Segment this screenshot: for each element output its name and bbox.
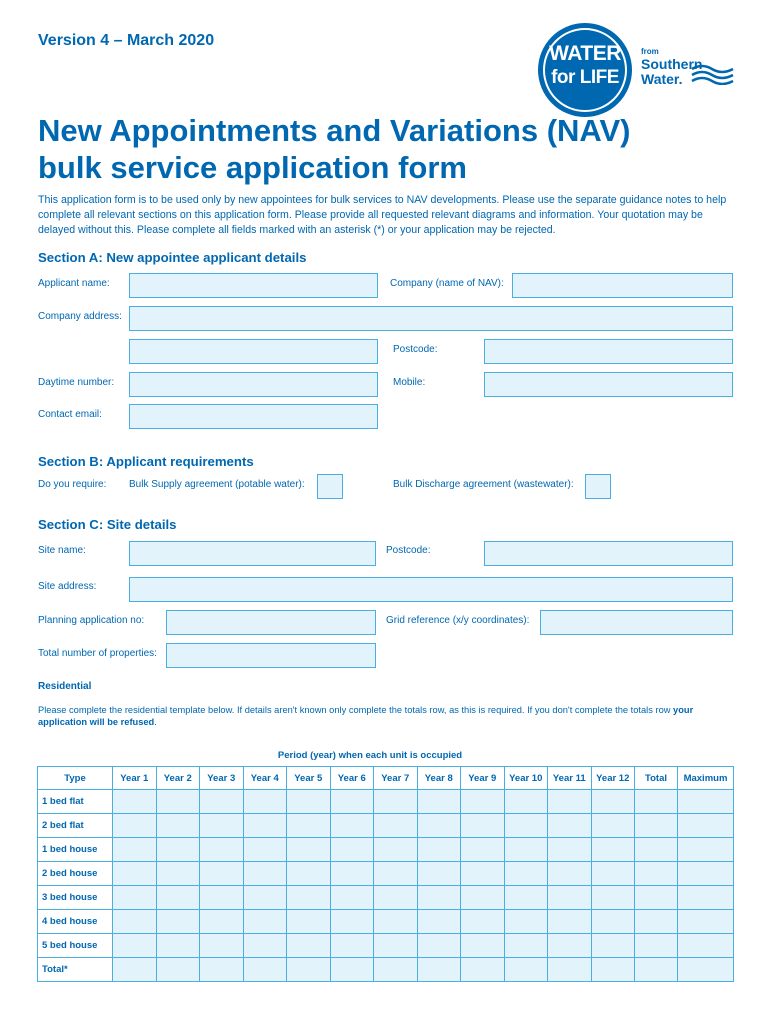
table-input-cell[interactable] — [156, 790, 200, 814]
from-label: from — [641, 47, 659, 56]
table-input-cell[interactable] — [200, 958, 244, 982]
site-address-field[interactable] — [129, 577, 733, 602]
table-input-cell[interactable] — [504, 790, 548, 814]
table-input-cell[interactable] — [548, 838, 592, 862]
table-input-cell[interactable] — [461, 838, 505, 862]
table-input-cell[interactable] — [678, 790, 734, 814]
table-input-cell[interactable] — [635, 814, 678, 838]
column-header: Year 10 — [504, 767, 548, 790]
total-properties-field[interactable] — [166, 643, 376, 668]
site-postcode-label: Postcode: — [386, 545, 431, 556]
table-input-cell[interactable] — [417, 814, 461, 838]
table-row — [38, 934, 734, 958]
row-type-label: 2 bed flat — [38, 814, 113, 838]
table-input-cell[interactable] — [591, 790, 635, 814]
table-input-cell[interactable] — [417, 886, 461, 910]
table-input-cell[interactable] — [330, 814, 374, 838]
table-input-cell[interactable] — [374, 934, 418, 958]
planning-no-field[interactable] — [166, 610, 376, 635]
table-input-cell[interactable] — [156, 838, 200, 862]
grid-reference-field[interactable] — [540, 610, 733, 635]
table-input-cell[interactable] — [548, 862, 592, 886]
table-input-cell[interactable] — [330, 910, 374, 934]
table-input-cell[interactable] — [504, 862, 548, 886]
column-header: Year 9 — [461, 767, 505, 790]
column-header: Year 8 — [417, 767, 461, 790]
table-input-cell[interactable] — [635, 862, 678, 886]
table-input-cell[interactable] — [678, 814, 734, 838]
table-input-cell[interactable] — [678, 934, 734, 958]
table-input-cell[interactable] — [374, 958, 418, 982]
column-header: Year 6 — [330, 767, 374, 790]
table-header-row — [38, 767, 734, 790]
bulk-discharge-label: Bulk Discharge agreement (wastewater): — [393, 479, 574, 490]
table-input-cell[interactable] — [113, 934, 157, 958]
table-input-cell[interactable] — [461, 886, 505, 910]
table-input-cell[interactable] — [330, 790, 374, 814]
site-address-label: Site address: — [38, 581, 97, 592]
table-input-cell[interactable] — [635, 910, 678, 934]
table-input-cell[interactable] — [591, 934, 635, 958]
intro-text: This application form is to be used only by new appointees for bulk services to NAV developments. Please use the separate guidance notes to help complete all relevant sections on this application form. Please provide all requested relevant diagrams and information. Your quotation may be delayed without this. Please complete all fields marked with an asterisk (*) or your application may be rejected. — [38, 194, 727, 236]
bulk-supply-label: Bulk Supply agreement (potable water): — [129, 479, 305, 490]
section-b-heading: Section B: Applicant requirements — [38, 454, 254, 469]
page-title — [38, 112, 631, 186]
table-input-cell[interactable] — [504, 838, 548, 862]
table-input-cell[interactable] — [461, 958, 505, 982]
table-input-cell[interactable] — [461, 862, 505, 886]
period-heading: Period (year) when each unit is occupied — [277, 750, 463, 761]
table-row — [38, 958, 734, 982]
column-header: Year 7 — [374, 767, 418, 790]
table-input-cell[interactable] — [243, 790, 287, 814]
table-input-cell[interactable] — [591, 814, 635, 838]
table-input-cell[interactable] — [678, 886, 734, 910]
table-input-cell[interactable] — [678, 910, 734, 934]
company-postcode-field[interactable] — [484, 339, 733, 364]
brand-line-1: Southern — [641, 56, 703, 72]
contact-email-label: Contact email: — [38, 409, 102, 420]
table-input-cell[interactable] — [635, 886, 678, 910]
table-input-cell[interactable] — [287, 910, 331, 934]
table-input-cell[interactable] — [287, 934, 331, 958]
residential-note-text: Please complete the residential template below. If details aren't known only complete the totals row, as this is required. If you don't complete the totals row — [38, 705, 674, 715]
company-name-field[interactable] — [512, 273, 733, 298]
table-input-cell[interactable] — [243, 910, 287, 934]
table-input-cell[interactable] — [591, 838, 635, 862]
table-input-cell[interactable] — [461, 910, 505, 934]
table-row — [38, 838, 734, 862]
table-input-cell[interactable] — [417, 838, 461, 862]
residential-heading: Residential — [38, 681, 92, 692]
daytime-number-label: Daytime number: — [38, 377, 115, 388]
table-input-cell[interactable] — [504, 910, 548, 934]
site-name-label: Site name: — [38, 545, 86, 556]
column-header: Year 4 — [243, 767, 287, 790]
table-input-cell[interactable] — [113, 814, 157, 838]
table-input-cell[interactable] — [417, 910, 461, 934]
table-input-cell[interactable] — [461, 934, 505, 958]
column-header: Year 11 — [548, 767, 592, 790]
table-input-cell[interactable] — [548, 934, 592, 958]
residential-note-bold: your application will be refused — [38, 705, 694, 727]
applicant-name-field[interactable] — [129, 273, 378, 298]
table-input-cell[interactable] — [678, 958, 734, 982]
section-c-heading: Section C: Site details — [38, 517, 177, 532]
table-input-cell[interactable] — [417, 934, 461, 958]
table-input-cell[interactable] — [374, 910, 418, 934]
table-input-cell[interactable] — [504, 958, 548, 982]
grid-reference-label: Grid reference (x/y coordinates): — [386, 615, 530, 626]
company-address-label: Company address: — [38, 311, 122, 322]
column-header: Year 2 — [156, 767, 200, 790]
table-input-cell[interactable] — [330, 934, 374, 958]
table-input-cell[interactable] — [548, 814, 592, 838]
table-input-cell[interactable] — [287, 790, 331, 814]
table-input-cell[interactable] — [113, 910, 157, 934]
company-address-line-2-field[interactable] — [129, 339, 378, 364]
table-input-cell[interactable] — [113, 862, 157, 886]
contact-email-field[interactable] — [129, 404, 378, 429]
table-row — [38, 886, 734, 910]
table-input-cell[interactable] — [287, 862, 331, 886]
table-input-cell[interactable] — [113, 838, 157, 862]
table-input-cell[interactable] — [243, 862, 287, 886]
row-type-label: Total* — [38, 958, 113, 982]
row-type-label: 1 bed house — [38, 838, 113, 862]
table-input-cell[interactable] — [504, 814, 548, 838]
column-header: Total — [635, 767, 678, 790]
table-row — [38, 790, 734, 814]
logo-line-2: for LIFE — [551, 67, 619, 88]
column-header: Year 3 — [200, 767, 244, 790]
company-name-label: Company (name of NAV): — [390, 278, 504, 289]
brand-line-2: Water. — [641, 71, 683, 87]
row-type-label: 2 bed house — [38, 862, 113, 886]
table-input-cell[interactable] — [635, 958, 678, 982]
table-input-cell[interactable] — [156, 910, 200, 934]
table-input-cell[interactable] — [113, 958, 157, 982]
section-a-heading: Section A: New appointee applicant details — [38, 250, 307, 265]
table-input-cell[interactable] — [156, 814, 200, 838]
applicant-name-label: Applicant name: — [38, 278, 110, 289]
column-header: Year 5 — [287, 767, 331, 790]
table-input-cell[interactable] — [548, 790, 592, 814]
column-header: Year 1 — [113, 767, 157, 790]
table-input-cell[interactable] — [287, 838, 331, 862]
table-input-cell[interactable] — [591, 886, 635, 910]
table-input-cell[interactable] — [461, 814, 505, 838]
table-input-cell[interactable] — [330, 838, 374, 862]
table-input-cell[interactable] — [200, 862, 244, 886]
table-input-cell[interactable] — [635, 790, 678, 814]
table-input-cell[interactable] — [287, 958, 331, 982]
mobile-field[interactable] — [484, 372, 733, 397]
column-header: Year 12 — [591, 767, 635, 790]
table-input-cell[interactable] — [330, 886, 374, 910]
column-header: Type — [38, 767, 113, 790]
wave-icon — [690, 63, 735, 85]
table-input-cell[interactable] — [504, 886, 548, 910]
row-type-label: 4 bed house — [38, 910, 113, 934]
table-input-cell[interactable] — [678, 862, 734, 886]
table-input-cell[interactable] — [461, 790, 505, 814]
table-input-cell[interactable] — [200, 838, 244, 862]
table-input-cell[interactable] — [156, 862, 200, 886]
table-input-cell[interactable] — [548, 958, 592, 982]
table-input-cell[interactable] — [417, 958, 461, 982]
table-input-cell[interactable] — [635, 934, 678, 958]
company-address-field[interactable] — [129, 306, 733, 331]
table-input-cell[interactable] — [113, 886, 157, 910]
table-input-cell[interactable] — [374, 814, 418, 838]
residential-note — [38, 704, 738, 728]
table-input-cell[interactable] — [243, 814, 287, 838]
table-input-cell[interactable] — [374, 886, 418, 910]
table-input-cell[interactable] — [374, 862, 418, 886]
table-row — [38, 862, 734, 886]
table-input-cell[interactable] — [156, 934, 200, 958]
row-type-label: 5 bed house — [38, 934, 113, 958]
do-you-require-label: Do you require: — [38, 479, 107, 490]
table-input-cell[interactable] — [287, 886, 331, 910]
logo-line-1: WATER — [549, 42, 621, 65]
site-postcode-field[interactable] — [484, 541, 733, 566]
row-type-label: 3 bed house — [38, 886, 113, 910]
table-input-cell[interactable] — [374, 790, 418, 814]
bulk-discharge-checkbox[interactable] — [585, 474, 611, 499]
table-input-cell[interactable] — [678, 838, 734, 862]
planning-no-label: Planning application no: — [38, 615, 145, 626]
bulk-supply-checkbox[interactable] — [317, 474, 343, 499]
residential-table — [37, 766, 734, 982]
table-input-cell[interactable] — [200, 910, 244, 934]
table-input-cell[interactable] — [591, 862, 635, 886]
row-type-label: 1 bed flat — [38, 790, 113, 814]
table-input-cell[interactable] — [591, 910, 635, 934]
table-input-cell[interactable] — [635, 838, 678, 862]
table-input-cell[interactable] — [330, 862, 374, 886]
table-input-cell[interactable] — [156, 886, 200, 910]
total-properties-label: Total number of properties: — [38, 648, 157, 659]
mobile-label: Mobile: — [393, 377, 426, 388]
table-input-cell[interactable] — [243, 958, 287, 982]
table-input-cell[interactable] — [548, 910, 592, 934]
table-input-cell[interactable] — [374, 838, 418, 862]
title-line-2: bulk service application form — [38, 150, 467, 185]
table-input-cell[interactable] — [243, 934, 287, 958]
table-input-cell[interactable] — [156, 958, 200, 982]
title-line-1: New Appointments and Variations (NAV) — [38, 113, 631, 148]
table-input-cell[interactable] — [200, 934, 244, 958]
residential-note-end: . — [154, 717, 157, 727]
daytime-number-field[interactable] — [129, 372, 378, 397]
table-input-cell[interactable] — [504, 934, 548, 958]
site-name-field[interactable] — [129, 541, 376, 566]
table-input-cell[interactable] — [243, 838, 287, 862]
water-for-life-logo — [538, 23, 632, 117]
table-input-cell[interactable] — [200, 790, 244, 814]
table-input-cell[interactable] — [200, 886, 244, 910]
table-input-cell[interactable] — [548, 886, 592, 910]
version-label: Version 4 – March 2020 — [38, 32, 215, 49]
table-input-cell[interactable] — [591, 958, 635, 982]
table-input-cell[interactable] — [417, 790, 461, 814]
table-input-cell[interactable] — [200, 814, 244, 838]
table-input-cell[interactable] — [243, 886, 287, 910]
table-row — [38, 910, 734, 934]
table-input-cell[interactable] — [417, 862, 461, 886]
postcode-label: Postcode: — [393, 344, 438, 355]
table-row — [38, 814, 734, 838]
table-input-cell[interactable] — [287, 814, 331, 838]
column-header: Maximum — [678, 767, 734, 790]
table-input-cell[interactable] — [113, 790, 157, 814]
table-input-cell[interactable] — [330, 958, 374, 982]
